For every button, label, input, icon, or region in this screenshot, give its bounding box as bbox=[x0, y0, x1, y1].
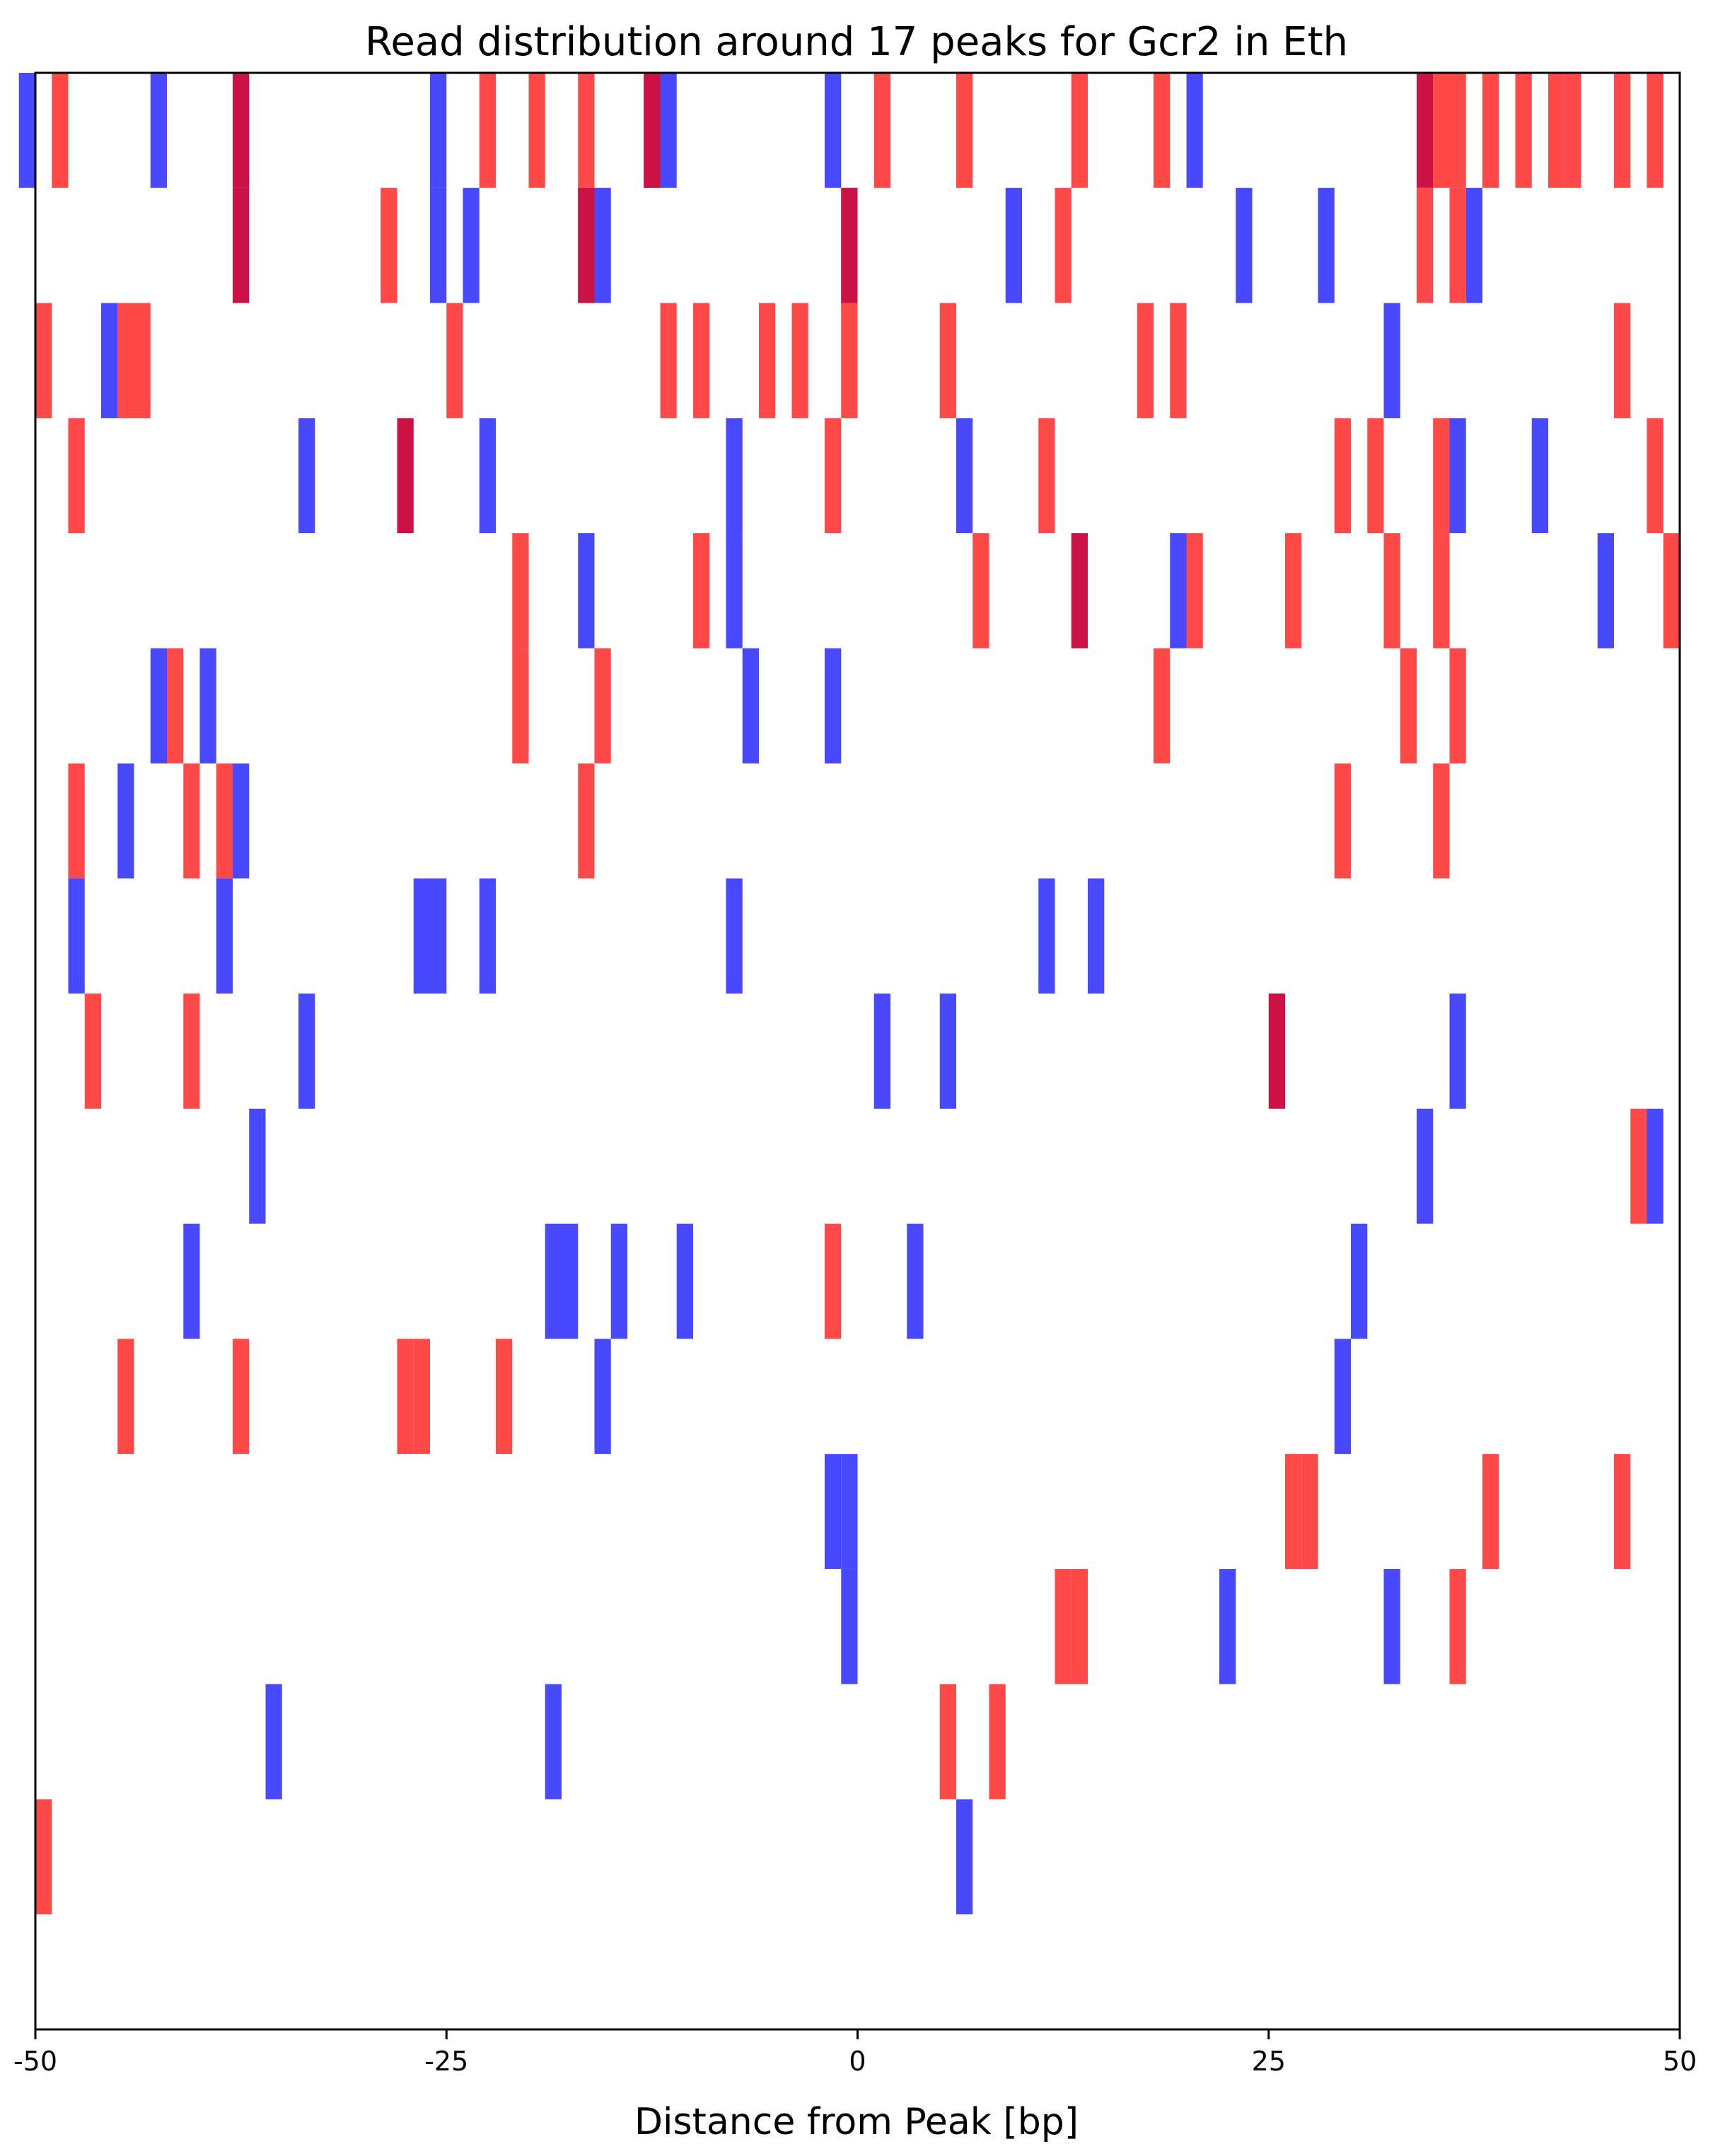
reverse-read-mark bbox=[430, 878, 446, 993]
forward-read-mark bbox=[759, 303, 775, 419]
forward-read-mark bbox=[1154, 73, 1170, 188]
forward-read-mark bbox=[792, 303, 808, 419]
forward-read-mark bbox=[1548, 73, 1564, 188]
forward-read-mark bbox=[69, 418, 85, 533]
forward-read-mark bbox=[825, 1224, 841, 1339]
reverse-read-mark bbox=[940, 993, 956, 1109]
reverse-read-mark bbox=[151, 648, 167, 764]
reverse-read-mark bbox=[463, 188, 480, 303]
forward-read-mark bbox=[940, 303, 956, 419]
forward-read-mark bbox=[167, 648, 183, 764]
forward-read-mark bbox=[69, 764, 85, 879]
forward-read-mark bbox=[52, 73, 68, 188]
forward-read-mark bbox=[1482, 1454, 1499, 1569]
both-read-mark bbox=[1417, 73, 1433, 188]
reverse-read-mark bbox=[298, 993, 315, 1109]
forward-read-mark bbox=[693, 533, 709, 648]
both-read-mark bbox=[233, 73, 249, 188]
forward-read-mark bbox=[1630, 1109, 1647, 1224]
reverse-read-mark bbox=[200, 648, 216, 764]
forward-read-mark bbox=[1450, 73, 1466, 188]
reverse-read-mark bbox=[414, 878, 430, 993]
forward-read-mark bbox=[874, 73, 890, 188]
reverse-read-mark bbox=[1187, 73, 1203, 188]
reverse-read-mark bbox=[1318, 188, 1335, 303]
forward-read-mark bbox=[1450, 188, 1466, 303]
reverse-read-mark bbox=[183, 1224, 199, 1339]
x-tick-label: 50 bbox=[1662, 2046, 1697, 2077]
forward-read-mark bbox=[1516, 73, 1532, 188]
forward-read-mark bbox=[35, 303, 52, 419]
reverse-read-mark bbox=[956, 418, 972, 533]
forward-read-mark bbox=[841, 303, 857, 419]
forward-read-mark bbox=[446, 303, 463, 419]
forward-read-mark bbox=[1384, 533, 1400, 648]
forward-read-mark bbox=[956, 73, 972, 188]
reverse-read-mark bbox=[661, 73, 677, 188]
reverse-read-mark bbox=[430, 188, 446, 303]
reverse-read-mark bbox=[1006, 188, 1022, 303]
forward-read-mark bbox=[1417, 188, 1433, 303]
forward-read-mark bbox=[1647, 73, 1663, 188]
reverse-read-mark bbox=[1170, 533, 1186, 648]
reverse-read-mark bbox=[825, 73, 841, 188]
forward-read-mark bbox=[1038, 418, 1055, 533]
reverse-read-mark bbox=[216, 878, 233, 993]
forward-read-mark bbox=[1072, 73, 1088, 188]
forward-read-mark bbox=[1614, 73, 1630, 188]
reverse-read-mark bbox=[907, 1224, 923, 1339]
forward-read-mark bbox=[989, 1684, 1006, 1800]
reverse-read-mark bbox=[1335, 1339, 1351, 1454]
reverse-read-mark bbox=[595, 188, 611, 303]
reverse-read-mark bbox=[298, 418, 315, 533]
reverse-read-mark bbox=[562, 1224, 578, 1339]
reverse-read-mark bbox=[1219, 1569, 1236, 1684]
reverse-read-mark bbox=[1647, 1109, 1663, 1224]
forward-read-mark bbox=[1433, 418, 1449, 533]
reverse-read-mark bbox=[956, 1799, 972, 1914]
forward-read-mark bbox=[496, 1339, 512, 1454]
x-tick-label: -25 bbox=[424, 2046, 469, 2077]
forward-read-mark bbox=[1450, 648, 1466, 764]
reverse-read-mark bbox=[545, 1684, 562, 1800]
forward-read-mark bbox=[578, 764, 594, 879]
reverse-read-mark bbox=[743, 648, 759, 764]
x-axis-label: Distance from Peak [bp] bbox=[634, 2101, 1079, 2143]
forward-read-mark bbox=[1433, 73, 1449, 188]
forward-read-mark bbox=[183, 764, 199, 879]
reverse-read-mark bbox=[1450, 418, 1466, 533]
reverse-read-mark bbox=[1351, 1224, 1367, 1339]
forward-read-mark bbox=[693, 303, 709, 419]
reverse-read-mark bbox=[611, 1224, 627, 1339]
reverse-read-mark bbox=[1598, 533, 1614, 648]
forward-read-mark bbox=[216, 764, 233, 879]
forward-read-mark bbox=[1285, 533, 1301, 648]
reverse-read-mark bbox=[874, 993, 890, 1109]
forward-read-mark bbox=[1187, 533, 1203, 648]
reverse-read-mark bbox=[825, 1454, 841, 1569]
reverse-read-mark bbox=[825, 648, 841, 764]
forward-read-mark bbox=[661, 303, 677, 419]
forward-read-mark bbox=[529, 73, 545, 188]
reverse-read-mark bbox=[578, 533, 594, 648]
forward-read-mark bbox=[85, 993, 101, 1109]
reverse-read-mark bbox=[1236, 188, 1252, 303]
forward-read-mark bbox=[1647, 418, 1663, 533]
reverse-read-mark bbox=[249, 1109, 265, 1224]
reverse-read-mark bbox=[1384, 1569, 1400, 1684]
reverse-read-mark bbox=[1532, 418, 1548, 533]
forward-read-mark bbox=[1450, 1569, 1466, 1684]
reverse-read-mark bbox=[480, 878, 496, 993]
forward-read-mark bbox=[117, 303, 134, 419]
forward-read-mark bbox=[414, 1339, 430, 1454]
forward-read-mark bbox=[480, 73, 496, 188]
forward-read-mark bbox=[1055, 188, 1072, 303]
reverse-read-mark bbox=[19, 73, 35, 188]
forward-read-mark bbox=[1400, 648, 1417, 764]
forward-read-mark bbox=[1285, 1454, 1301, 1569]
both-read-mark bbox=[644, 73, 660, 188]
x-tick-label: -50 bbox=[13, 2046, 58, 2077]
forward-read-mark bbox=[1663, 533, 1680, 648]
forward-read-mark bbox=[972, 533, 989, 648]
reverse-read-mark bbox=[841, 1569, 857, 1684]
x-tick-label: 0 bbox=[849, 2046, 866, 2077]
both-read-mark bbox=[1269, 993, 1285, 1109]
forward-read-mark bbox=[1137, 303, 1154, 419]
reverse-read-mark bbox=[69, 878, 85, 993]
forward-read-mark bbox=[1367, 418, 1383, 533]
forward-read-mark bbox=[1335, 764, 1351, 879]
forward-read-mark bbox=[1301, 1454, 1318, 1569]
forward-read-mark bbox=[1055, 1569, 1072, 1684]
forward-read-mark bbox=[1614, 1454, 1630, 1569]
both-read-mark bbox=[233, 188, 249, 303]
reverse-read-mark bbox=[726, 878, 743, 993]
reverse-read-mark bbox=[233, 764, 249, 879]
reverse-read-mark bbox=[595, 1339, 611, 1454]
reverse-read-mark bbox=[101, 303, 117, 419]
reverse-read-mark bbox=[1417, 1109, 1433, 1224]
forward-read-mark bbox=[1335, 418, 1351, 533]
x-tick-label: 25 bbox=[1251, 2046, 1286, 2077]
forward-read-mark bbox=[1170, 303, 1186, 419]
reverse-read-mark bbox=[430, 73, 446, 188]
forward-read-mark bbox=[595, 648, 611, 764]
reverse-read-mark bbox=[726, 418, 743, 533]
forward-read-mark bbox=[1433, 533, 1449, 648]
forward-read-mark bbox=[1614, 303, 1630, 419]
forward-read-mark bbox=[381, 188, 397, 303]
reverse-read-mark bbox=[1384, 303, 1400, 419]
reverse-read-mark bbox=[151, 73, 167, 188]
forward-read-mark bbox=[117, 1339, 134, 1454]
forward-read-mark bbox=[134, 303, 151, 419]
forward-read-mark bbox=[1564, 73, 1581, 188]
reverse-read-mark bbox=[1450, 993, 1466, 1109]
both-read-mark bbox=[397, 418, 414, 533]
reverse-read-mark bbox=[726, 533, 743, 648]
reverse-read-mark bbox=[1466, 188, 1482, 303]
both-read-mark bbox=[1072, 533, 1088, 648]
both-read-mark bbox=[578, 188, 594, 303]
reverse-read-mark bbox=[1088, 878, 1104, 993]
reverse-read-mark bbox=[117, 764, 134, 879]
forward-read-mark bbox=[825, 418, 841, 533]
forward-read-mark bbox=[397, 1339, 414, 1454]
reverse-read-mark bbox=[545, 1224, 562, 1339]
reverse-read-mark bbox=[480, 418, 496, 533]
forward-read-mark bbox=[183, 993, 199, 1109]
forward-read-mark bbox=[233, 1339, 249, 1454]
forward-read-mark bbox=[940, 1684, 956, 1800]
forward-read-mark bbox=[512, 648, 528, 764]
forward-read-mark bbox=[1154, 648, 1170, 764]
chart-title: Read distribution around 17 peaks for Gcr2 in Eth bbox=[364, 19, 1349, 65]
reverse-read-mark bbox=[841, 1454, 857, 1569]
reverse-read-mark bbox=[1038, 878, 1055, 993]
forward-read-mark bbox=[35, 1799, 52, 1914]
forward-read-mark bbox=[1433, 764, 1449, 879]
both-read-mark bbox=[841, 188, 857, 303]
forward-read-mark bbox=[578, 73, 594, 188]
forward-read-mark bbox=[1072, 1569, 1088, 1684]
reverse-read-mark bbox=[677, 1224, 693, 1339]
forward-read-mark bbox=[512, 533, 528, 648]
forward-read-mark bbox=[1482, 73, 1499, 188]
reverse-read-mark bbox=[266, 1684, 282, 1800]
